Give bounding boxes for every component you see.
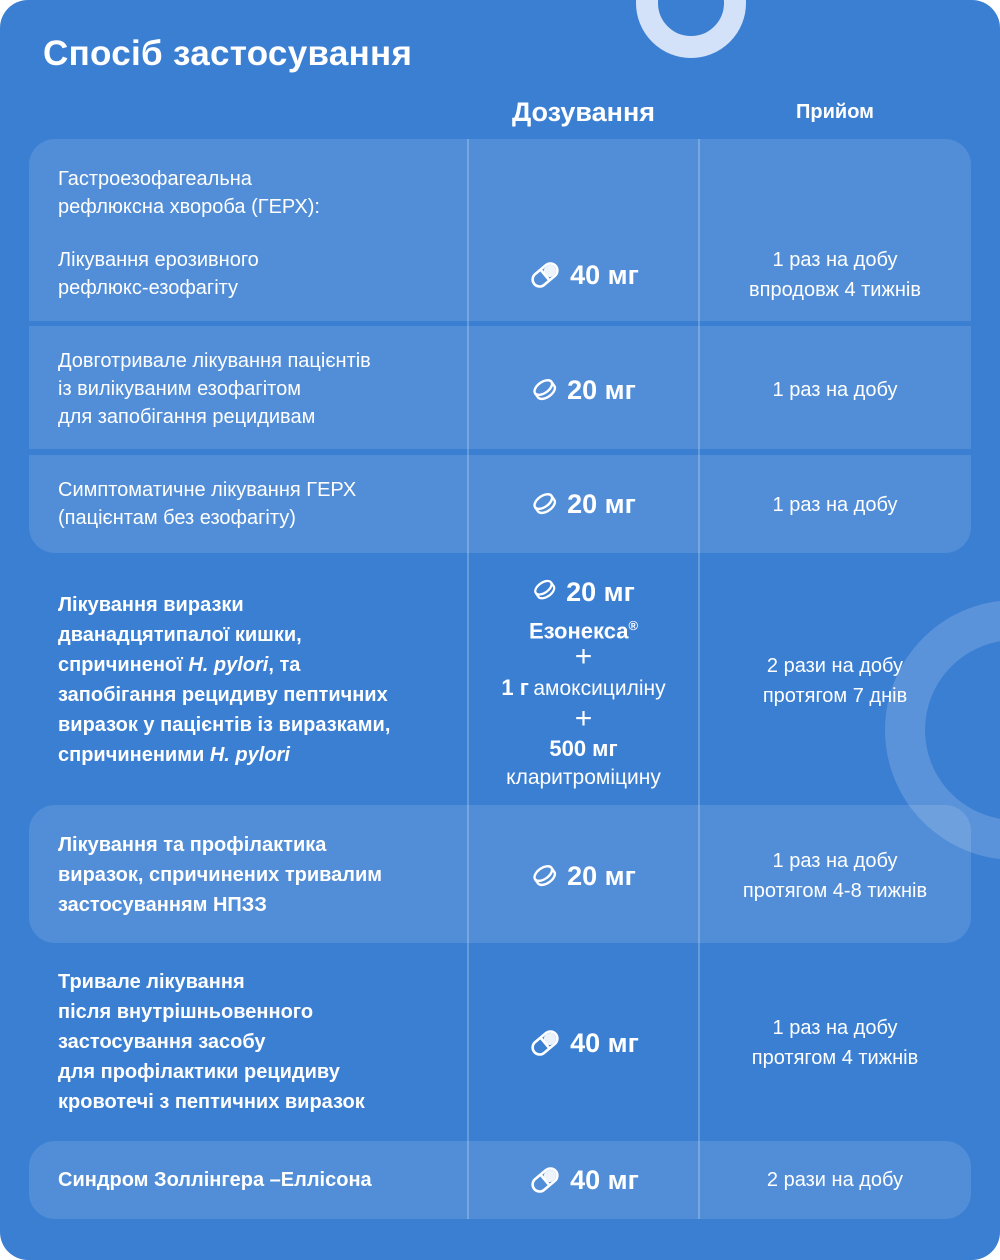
column-header-dosage: Дозування xyxy=(511,97,656,127)
indication-text: Довготривале лікування пацієнтів із вилікуваним езофагітом для запобігання рецидивам xyxy=(58,350,371,428)
capsule-icon xyxy=(528,258,562,292)
indication-text: Лікування ерозивного рефлюкс-езофагіту xyxy=(58,249,259,299)
indication-text: Симптоматичне лікування ГЕРХ (пацієнтам без езофагіту) xyxy=(58,479,357,529)
dose-value: 20 мг xyxy=(566,576,635,607)
intake-cell: 1 раз на добу впродовж 4 тижнів xyxy=(749,249,921,301)
dose-cell xyxy=(468,1160,699,1200)
intake-cell: 2 рази на добу xyxy=(766,1169,904,1191)
indication-text: Лікування виразки дванадцятипалої кишки, спричиненої H. pylori, та запобігання рецидиву пептичних виразок у пацієнтів із виразками, спричиненими H. pylori xyxy=(58,594,391,766)
dose-cell xyxy=(468,484,699,524)
dose-cell xyxy=(468,255,699,295)
drug-name: Езонекса® xyxy=(528,618,639,644)
tablet-icon xyxy=(531,862,559,890)
intake-cell: 1 раз на добу протягом 4-8 тижнів xyxy=(742,850,928,902)
intake-cell: 1 раз на добу xyxy=(772,379,898,401)
dose-value: 40 мг xyxy=(570,259,639,290)
tablet-icon xyxy=(531,376,559,404)
plus-sign: + xyxy=(574,640,593,673)
capsule-icon xyxy=(528,1026,562,1060)
intake-cell: 1 раз на добу xyxy=(772,494,898,516)
intake-cell: 2 рази на добу протягом 7 днів xyxy=(762,655,908,707)
indication-heading: Гастроезофагеальна рефлюксна хвороба (ГЕРХ): xyxy=(58,168,320,218)
indication-text: Тривале лікування після внутрішньовенного застосування засобу для профілактики рецидиву кровотечі з пептичних виразок xyxy=(58,971,365,1113)
dose-cell xyxy=(468,856,699,896)
dose-value: 20 мг xyxy=(567,374,636,405)
dose-value: 20 мг xyxy=(567,488,636,519)
tablet-icon xyxy=(532,577,558,608)
dose-value: 40 мг xyxy=(570,1164,639,1195)
indication-text: Синдром Золлінгера –Еллісона xyxy=(58,1169,372,1191)
combo-dose-cell: 20 мг Езонекса® + 1 г амоксициліну + 500 мг кларитроміцину xyxy=(468,574,699,792)
dose-cell xyxy=(468,370,699,410)
page-title: Спосіб застосування xyxy=(43,34,413,73)
intake-cell: 1 раз на добу протягом 4 тижнів xyxy=(751,1017,919,1069)
column-header-intake: Прийом xyxy=(796,101,874,123)
capsule-icon xyxy=(528,1163,562,1197)
plus-sign: + xyxy=(574,702,593,735)
dose-value: 40 мг xyxy=(570,1027,639,1058)
indication-text: Лікування та профілактика виразок, спричинених тривалим застосуванням НПЗЗ xyxy=(58,834,383,916)
tablet-icon xyxy=(531,490,559,518)
dose-cell xyxy=(468,1023,699,1063)
decorative-ring xyxy=(636,0,746,58)
dose-value: 20 мг xyxy=(567,860,636,891)
